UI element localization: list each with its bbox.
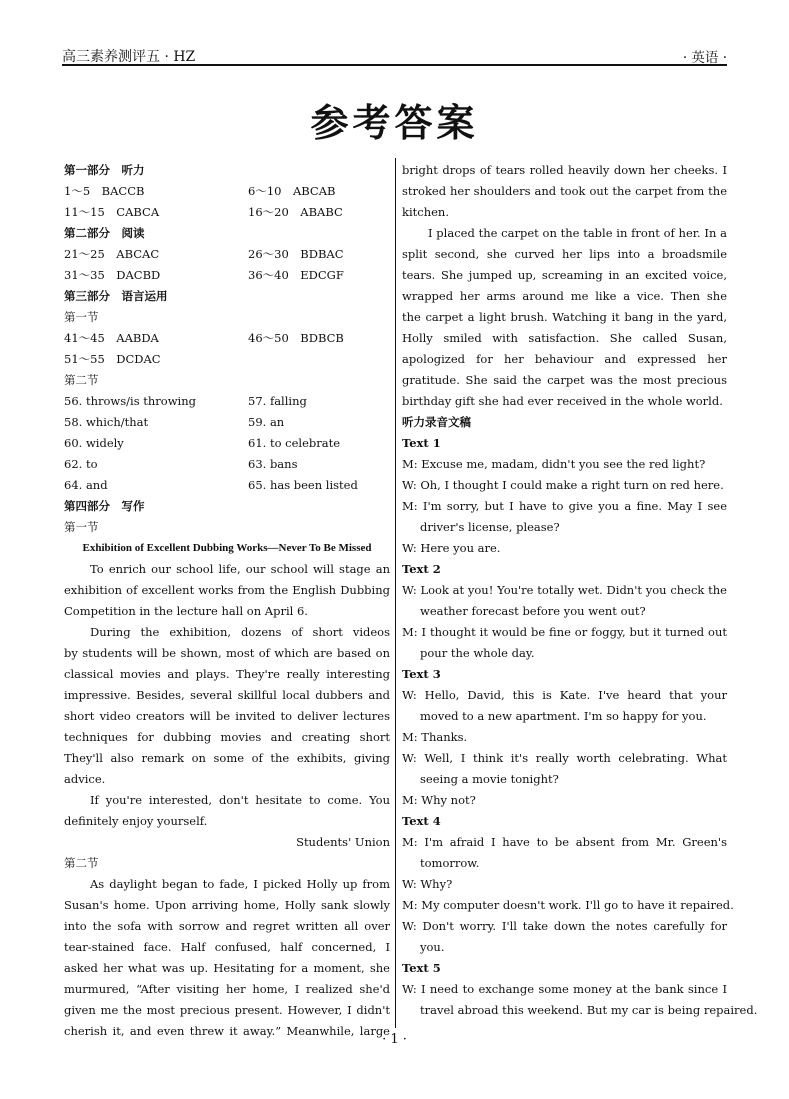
answer-cell: 11～15 CABCA	[64, 205, 160, 219]
answer-row	[64, 412, 390, 433]
paragraph-line: cherish it, and even threw it away.” Meanwhile, large	[64, 1024, 390, 1038]
paragraph-line: asked her what was up. Hesitating for a moment, she	[64, 961, 390, 975]
dialogue-line: W: Here you are.	[402, 541, 501, 555]
answer-cell: 46～50 BDBCB	[248, 331, 344, 345]
dialogue-line: M: Excuse me, madam, didn't you see the red light?	[402, 457, 706, 471]
transcript-label: Text 2	[402, 562, 441, 576]
paragraph-line: birthday gift she had ever received in the whole world.	[402, 394, 723, 408]
left-column	[64, 160, 390, 1042]
essay-title: Exhibition of Excellent Dubbing Works—Never To Be Missed	[82, 542, 372, 554]
answer-cell: 41～45 AABDA	[64, 331, 159, 345]
paragraph-line: definitely enjoy yourself.	[64, 814, 208, 828]
paragraph-line: During the exhibition, dozens of short videos	[90, 625, 390, 639]
paragraph-line: tears. She jumped up, screaming in an excited voice,	[402, 268, 727, 282]
answer-cell: 65. has been listed	[248, 478, 358, 492]
paragraph-line: They'll also remark on some of the exhibits, giving	[64, 751, 390, 765]
dialogue-line: tomorrow.	[420, 856, 480, 870]
paragraph-line: If you're interested, don't hesitate to come. You	[90, 793, 390, 807]
dialogue-line: M: Why not?	[402, 793, 476, 807]
section-heading: 第三部分 语言运用	[64, 289, 168, 303]
answer-cell: 1～5 BACCB	[64, 184, 145, 198]
paragraph-line: Holly smiled with satisfaction. She called Susan,	[402, 331, 727, 345]
section-heading: 第二部分 阅读	[64, 226, 145, 240]
paragraph-line: into the sofa with sorrow and regret written all over	[64, 919, 390, 933]
paragraph-line: kitchen.	[402, 205, 449, 219]
section-heading: 第一部分 听力	[64, 163, 145, 177]
essay-signature: Students' Union	[296, 835, 390, 849]
dialogue-line: M: I'm sorry, but I have to give you a fine. May I see	[402, 499, 727, 513]
paragraph-line: split second, she curved her lips into a broadsmile	[402, 247, 727, 261]
answer-row	[64, 475, 390, 496]
answer-cell: 26～30 BDBAC	[248, 247, 344, 261]
answer-row	[64, 391, 390, 412]
dialogue-line: driver's license, please?	[420, 520, 560, 534]
answer-row	[64, 265, 390, 286]
paragraph-line: Competition in the lecture hall on April 6.	[64, 604, 308, 618]
right-column	[402, 160, 758, 1021]
dialogue-line: weather forecast before you went out?	[420, 604, 646, 618]
paragraph-line: Susan's home. Upon arriving home, Holly sank slowly	[64, 898, 390, 912]
transcript-label: Text 5	[402, 961, 441, 975]
answer-row	[64, 328, 390, 349]
answer-cell: 6～10 ABCAB	[248, 184, 336, 198]
subsection-heading: 第二节	[64, 856, 99, 870]
answer-cell: 21～25 ABCAC	[64, 247, 160, 261]
answer-cell: 61. to celebrate	[248, 436, 341, 450]
answer-cell: 51～55 DCDAC	[64, 352, 161, 366]
answer-cell: 58. which/that	[64, 415, 149, 429]
answer-cell: 57. falling	[248, 394, 307, 408]
dialogue-line: M: Thanks.	[402, 730, 468, 744]
dialogue-line: W: Look at you! You're totally wet. Didn't you check the	[402, 583, 727, 597]
dialogue-line: W: Hello, David, this is Kate. I've heard that your	[402, 688, 727, 702]
paragraph-line: apologized for her behaviour and expressed her	[402, 352, 727, 366]
paragraph-line: techniques for dubbing movies and creating short	[64, 730, 390, 744]
dialogue-line: M: I thought it would be fine or foggy, but it turned out	[402, 625, 727, 639]
paragraph-line: classical movies and plays. They're really interesting	[64, 667, 390, 681]
paragraph-line: To enrich our school life, our school will stage an	[90, 562, 390, 576]
paragraph-line: given me the most precious present. However, I didn't	[64, 1003, 390, 1017]
answer-cell: 59. an	[248, 415, 285, 429]
dialogue-line: W: Oh, I thought I could make a right turn on red here.	[402, 478, 724, 492]
paragraph-line: murmured, “After visiting her home, I realized she'd	[64, 982, 390, 996]
paragraph-line: impressive. Besides, several skillful local dubbers and	[64, 688, 390, 702]
paragraph-line: exhibition of excellent works from the English Dubbing	[64, 583, 390, 597]
column-divider	[395, 158, 396, 1028]
paragraph-line: As daylight began to fade, I picked Holly up from	[90, 877, 390, 891]
dialogue-line: W: Don't worry. I'll take down the notes carefully for	[402, 919, 727, 933]
paragraph-line: by students will be shown, most of which are based on	[64, 646, 390, 660]
dialogue-line: pour the whole day.	[420, 646, 535, 660]
answer-row	[64, 244, 390, 265]
subsection-heading: 第一节	[64, 520, 99, 534]
section-heading: 第四部分 写作	[64, 499, 145, 513]
answer-cell: 63. bans	[248, 457, 298, 471]
transcript-label: Text 4	[402, 814, 441, 828]
section-heading: 听力录音文稿	[402, 415, 471, 429]
dialogue-line: W: I need to exchange some money at the bank since I	[402, 982, 727, 996]
answer-cell: 36～40 EDCGF	[248, 268, 344, 282]
answer-cell: 64. and	[64, 478, 108, 492]
paragraph-line: stroked her shoulders and took out the carpet from the	[402, 184, 727, 198]
paragraph-line: I placed the carpet on the table in front of her. In a	[428, 226, 727, 240]
subsection-heading: 第二节	[64, 373, 99, 387]
dialogue-line: you.	[420, 940, 445, 954]
transcript-label: Text 3	[402, 667, 441, 681]
paragraph-line: short video creators will be invited to deliver lectures	[64, 709, 390, 723]
header-right: · 英语 ·	[682, 50, 727, 66]
paragraph-line: the carpet a light brush. Watching it bang in the yard,	[402, 310, 727, 324]
dialogue-line: seeing a movie tonight?	[420, 772, 559, 786]
paragraph-line: bright drops of tears rolled heavily down her cheeks. I	[402, 163, 727, 177]
answer-cell: 60. widely	[64, 436, 124, 450]
answer-cell: 62. to	[64, 457, 98, 471]
answer-row	[64, 454, 390, 475]
answer-row	[64, 349, 390, 370]
paragraph-line: tear-stained face. Half confused, half concerned, I	[64, 940, 390, 954]
page-header	[62, 44, 727, 66]
answer-row	[64, 181, 390, 202]
dialogue-line: W: Why?	[402, 877, 453, 891]
paragraph-line: wrapped her arms around me like a vice. Then she	[402, 289, 727, 303]
dialogue-line: M: My computer doesn't work. I'll go to have it repaired.	[402, 898, 734, 912]
page-title: 参考答案	[310, 101, 479, 145]
subsection-heading: 第一节	[64, 310, 99, 324]
paragraph-line: advice.	[64, 772, 106, 786]
answer-cell: 16～20 ABABC	[248, 205, 343, 219]
paragraph-line: gratitude. She said the carpet was the most precious	[402, 373, 727, 387]
transcript-label: Text 1	[402, 436, 441, 450]
dialogue-line: M: I'm afraid I have to be absent from Mr. Green's	[402, 835, 727, 849]
page-number: · 1 ·	[382, 1032, 407, 1047]
answer-row	[64, 202, 390, 223]
dialogue-line: travel abroad this weekend. But my car is being repaired.	[420, 1003, 758, 1017]
answer-row	[64, 433, 390, 454]
dialogue-line: moved to a new apartment. I'm so happy for you.	[420, 709, 707, 723]
answer-cell: 56. throws/is throwing	[64, 394, 196, 408]
answer-cell: 31～35 DACBD	[64, 268, 161, 282]
header-left: 高三素养测评五 · HZ	[62, 49, 196, 65]
dialogue-line: W: Well, I think it's really worth celebrating. What	[402, 751, 727, 765]
